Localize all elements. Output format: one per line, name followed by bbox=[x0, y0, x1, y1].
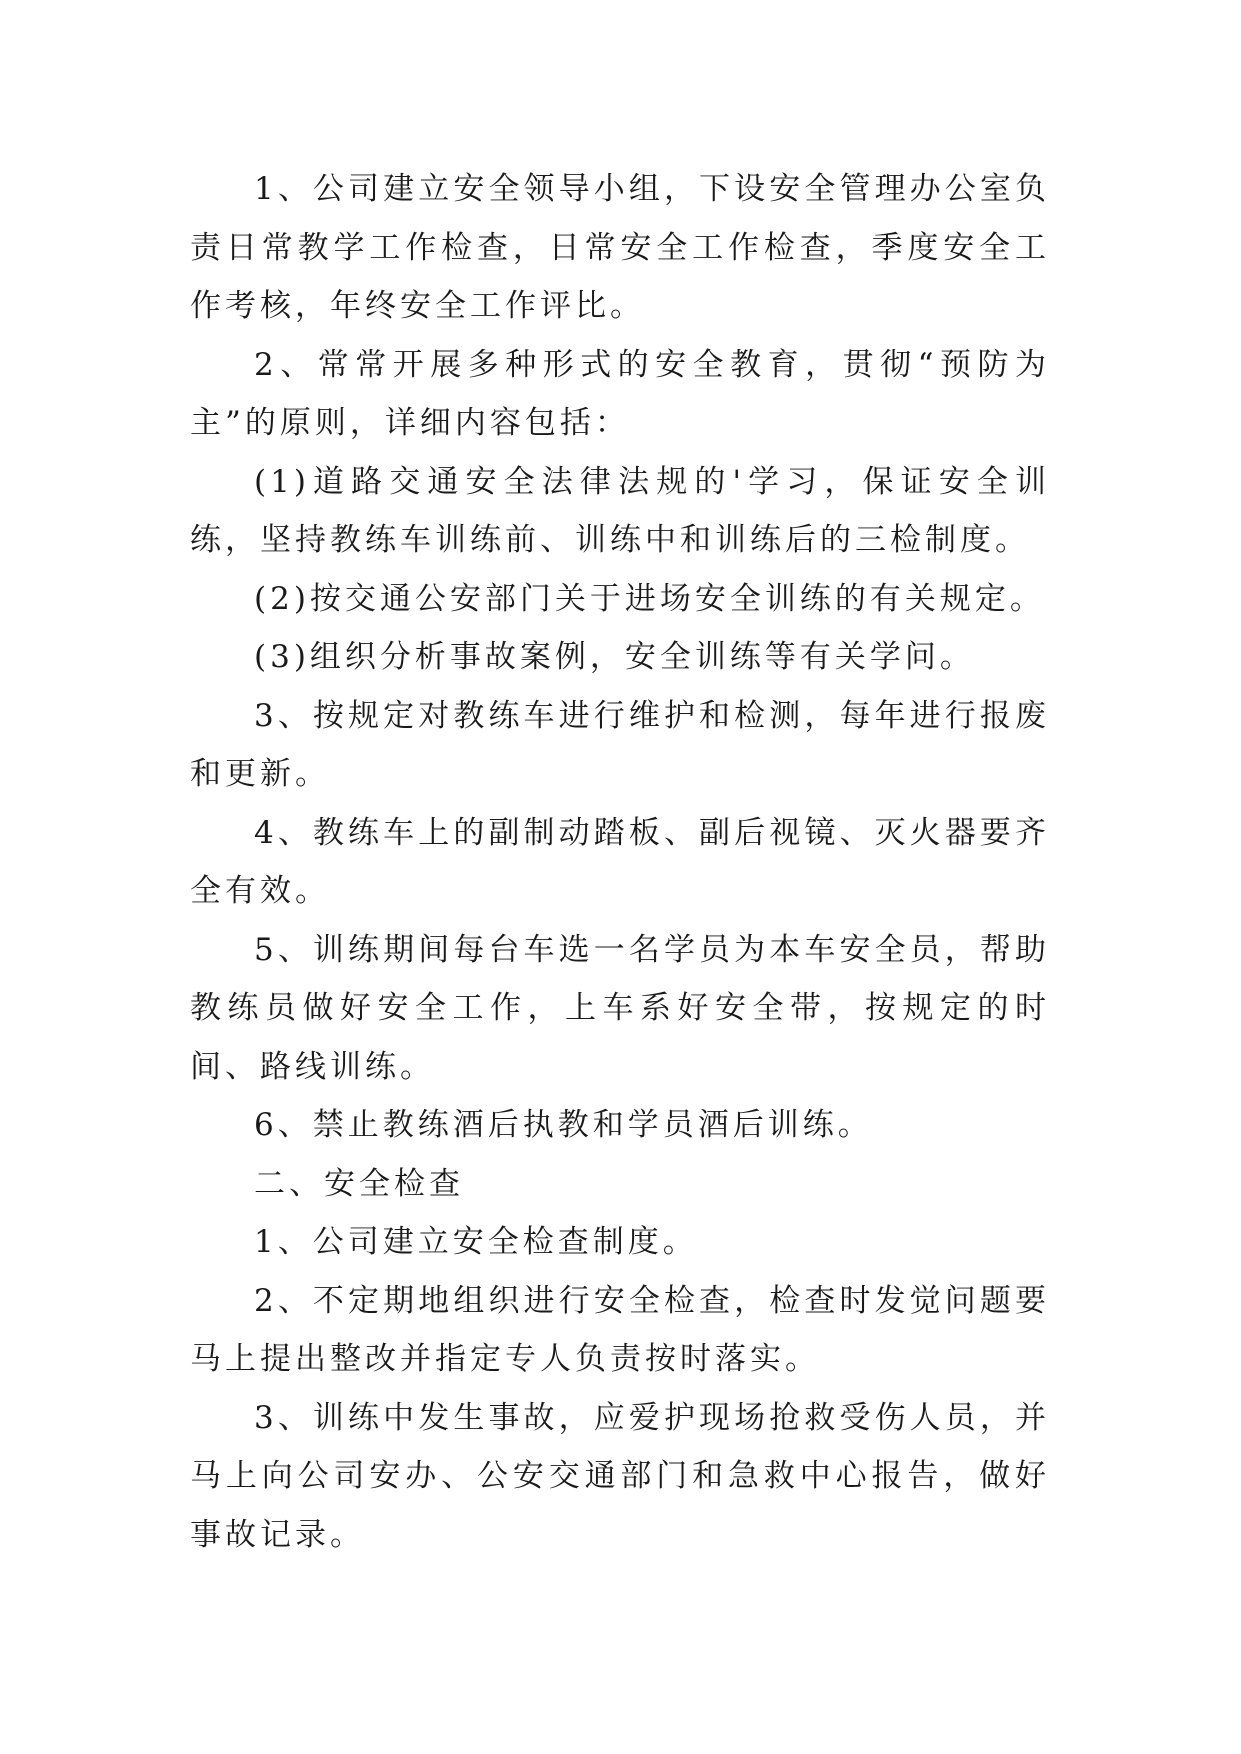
paragraph-2-1: (1)道路交通安全法律法规的'学习，保证安全训练，坚持教练车训练前、训练中和训练后的三检制度。 bbox=[190, 463, 1050, 558]
inspection-paragraph-2: 2、不定期地组织进行安全检查，检查时发觉问题要马上提出整改并指定专人负责按时落实。 bbox=[190, 1282, 1050, 1377]
paragraph-2-3: (3)组织分析事故案例，安全训练等有关学问。 bbox=[254, 639, 975, 675]
inspection-paragraph-3: 3、训练中发生事故，应爱护现场抢救受伤人员，并马上向公司安办、公安交通部门和急救中心报告，做好事故记录。 bbox=[190, 1399, 1050, 1553]
paragraph-3: 3、按规定对教练车进行维护和检测，每年进行报废和更新。 bbox=[190, 697, 1050, 792]
paragraph-4: 4、教练车上的副制动踏板、副后视镜、灭火器要齐全有效。 bbox=[190, 814, 1050, 909]
section-heading-safety-inspection: 二、安全检查 bbox=[254, 1165, 464, 1202]
paragraph-6: 6、禁止教练酒后执教和学员酒后训练。 bbox=[254, 1107, 873, 1143]
document-body bbox=[190, 160, 1050, 1564]
paragraph-5: 5、训练期间每台车选一名学员为本车安全员，帮助教练员做好安全工作，上车系好安全带，按规定的时间、路线训练。 bbox=[190, 931, 1050, 1085]
paragraph-1: 1、公司建立安全领导小组，下设安全管理办公室负责日常教学工作检查，日常安全工作检查，季度安全工作考核，年终安全工作评比。 bbox=[190, 171, 1050, 324]
paragraph-2-2: (2)按交通公安部门关于进场安全训练的有关规定。 bbox=[254, 580, 1045, 617]
paragraph-2: 2、常常开展多种形式的安全教育，贯彻“预防为主”的原则，详细内容包括： bbox=[190, 346, 1050, 441]
inspection-paragraph-1: 1、公司建立安全检查制度。 bbox=[254, 1224, 698, 1260]
